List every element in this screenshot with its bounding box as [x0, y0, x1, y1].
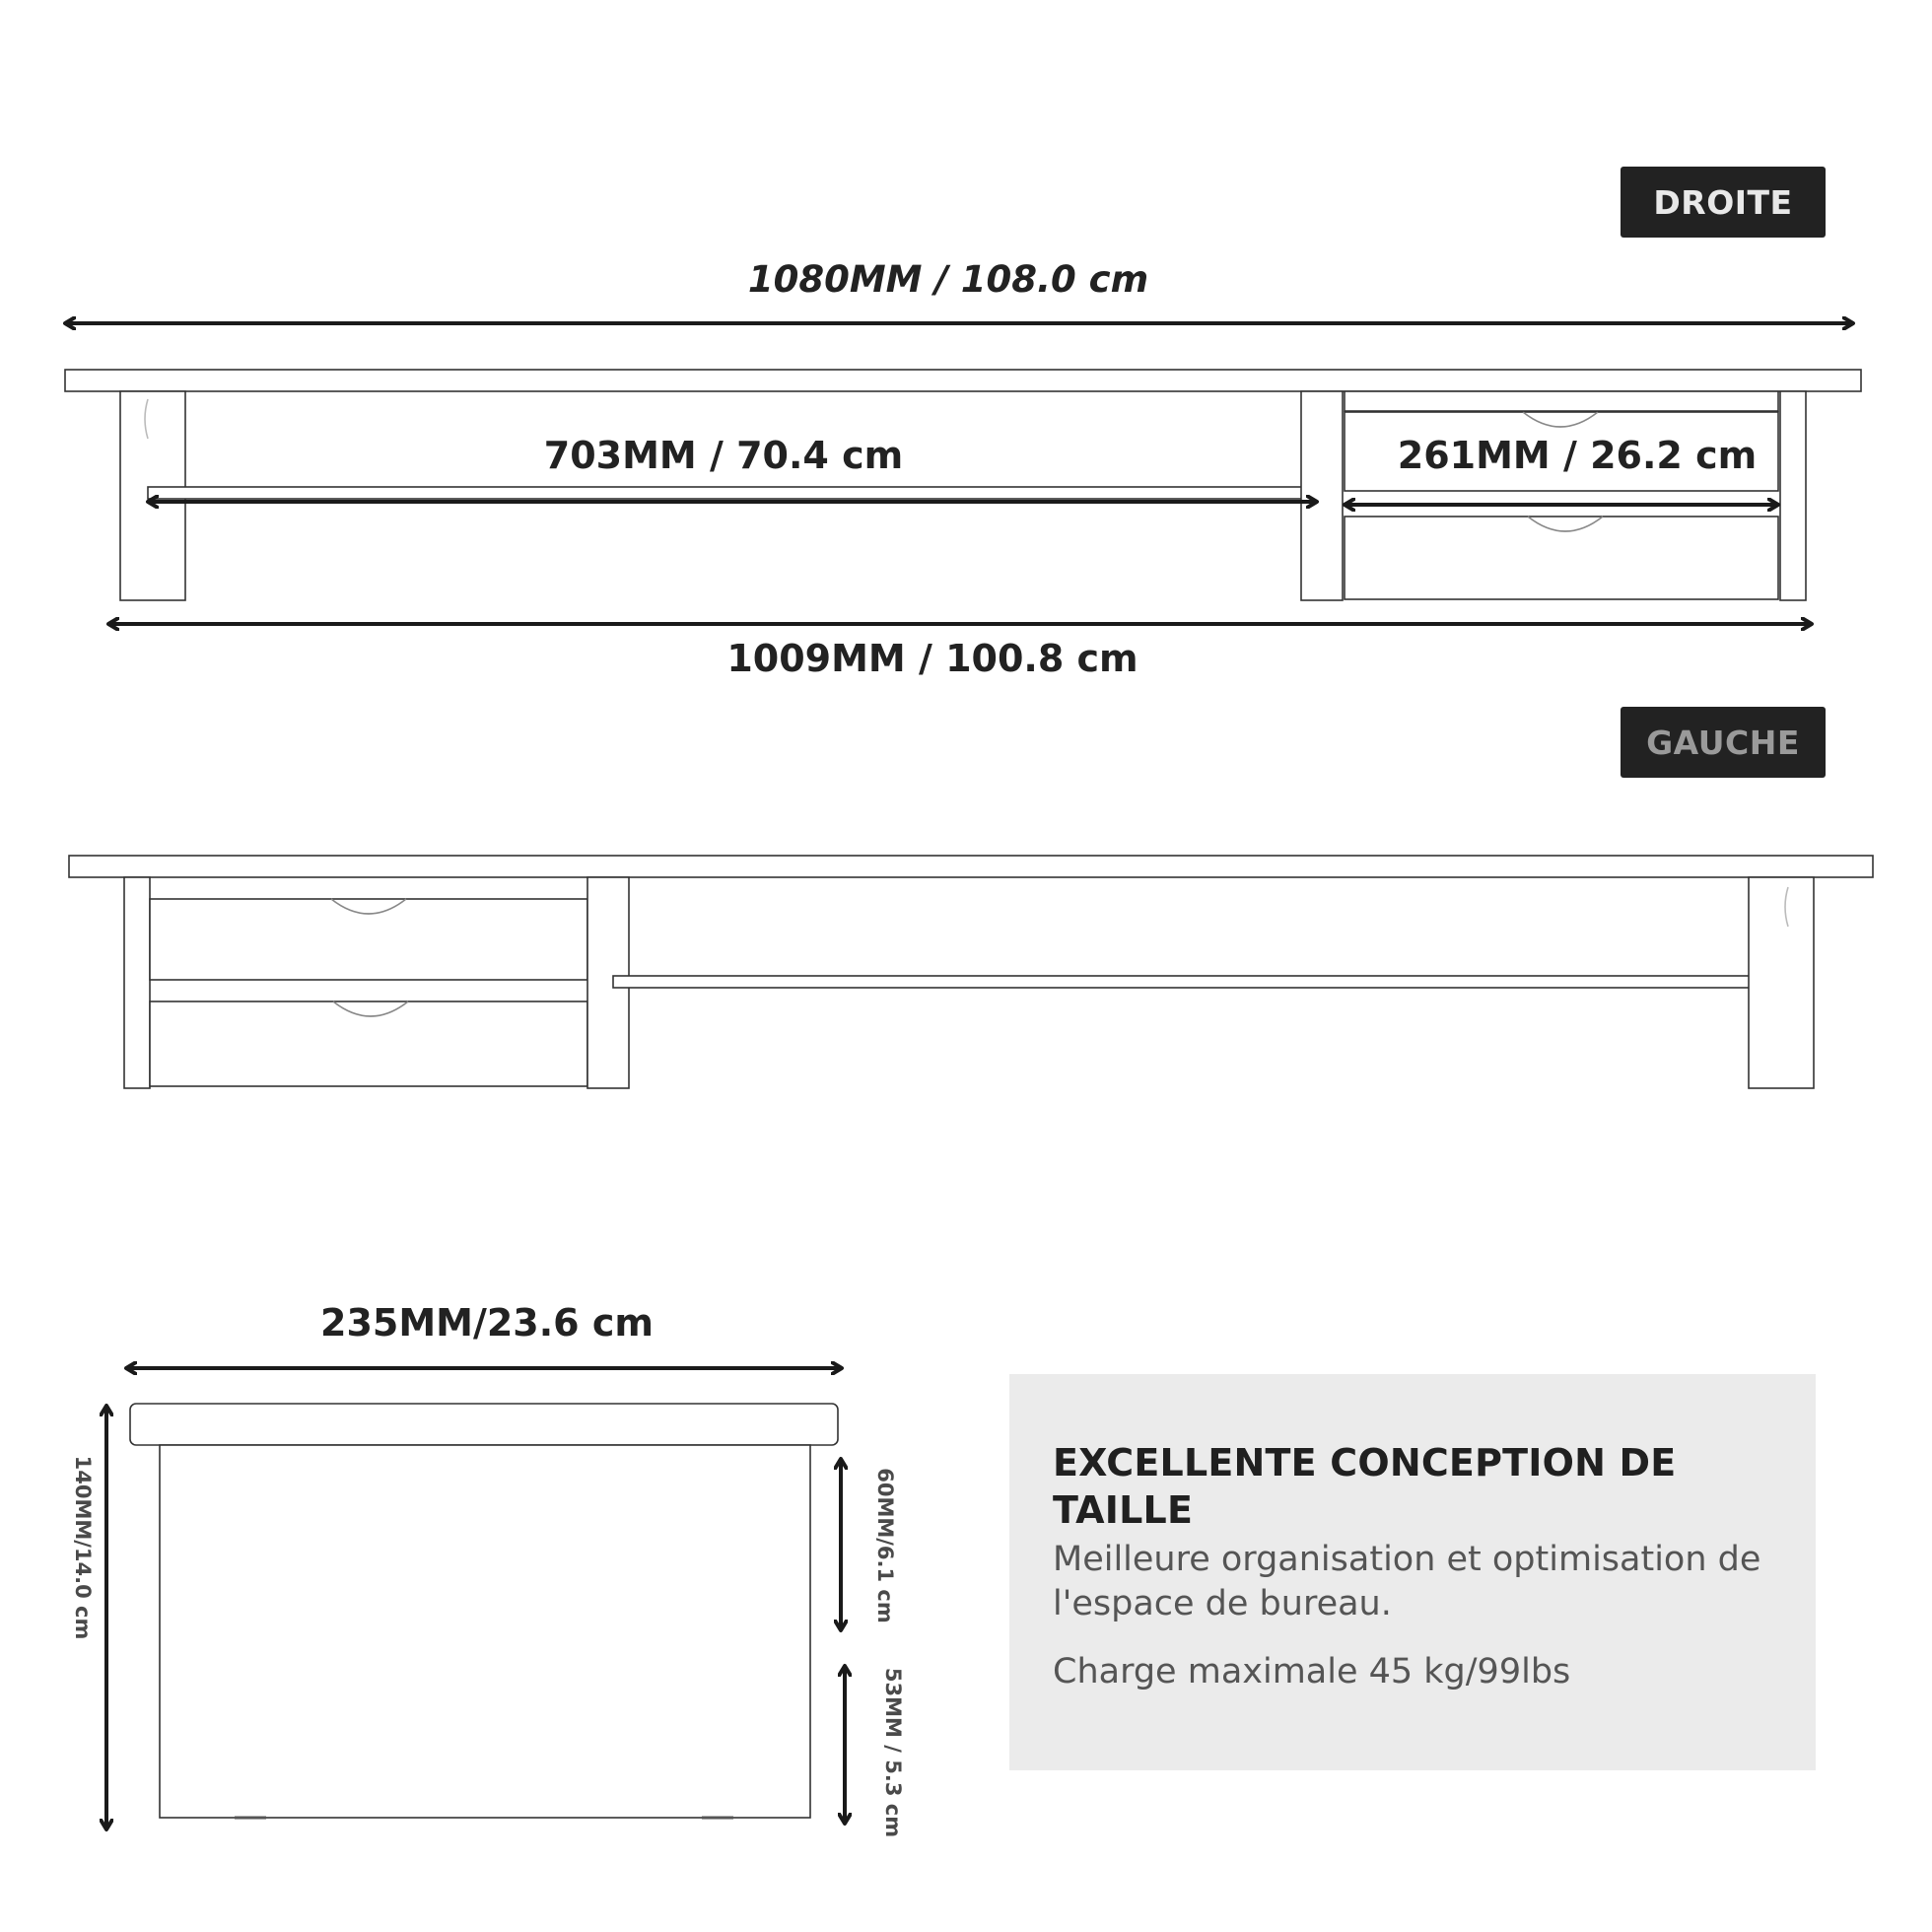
- lower-clearance-label: 53MM / 5.3 cm: [881, 1667, 905, 1838]
- badge-droite-label: DROITE: [1653, 182, 1793, 222]
- side-top-board: [130, 1404, 838, 1445]
- total-length-label: 1080MM / 108.0 cm: [747, 258, 1149, 301]
- upper-drawer: [150, 899, 587, 980]
- side-view-drawing: [106, 1368, 845, 1829]
- lower-drawer: [1345, 517, 1778, 599]
- middle-leg: [1301, 391, 1343, 600]
- top-board: [65, 370, 1861, 391]
- top-board: [69, 856, 1873, 877]
- open-shelf-length-label: 703MM / 70.4 cm: [543, 434, 904, 477]
- total-height-label: 140MM/14.0 cm: [71, 1455, 95, 1640]
- badge-gauche-label: GAUCHE: [1646, 723, 1800, 762]
- info-box: [1009, 1374, 1816, 1770]
- side-body: [160, 1445, 810, 1818]
- drawer-width-label: 261MM / 26.2 cm: [1397, 434, 1758, 477]
- right-leg: [1749, 877, 1814, 1088]
- base-length-label: 1009MM / 100.8 cm: [726, 637, 1138, 680]
- info-title: EXCELLENTE CONCEPTION DE TAILLE: [1053, 1441, 1677, 1532]
- info-max-load: Charge maximale 45 kg/99lbs: [1053, 1652, 1571, 1691]
- info-description: Meilleure organisation et optimisation de l'espace de bureau.: [1053, 1540, 1761, 1623]
- drawer-slot-top: [1345, 391, 1778, 411]
- lower-drawer: [150, 1001, 587, 1086]
- lower-shelf: [613, 976, 1792, 988]
- left-view-drawing: [69, 856, 1873, 1088]
- right-leg: [1780, 391, 1806, 600]
- depth-label: 235MM/23.6 cm: [320, 1301, 654, 1345]
- upper-clearance-label: 60MM/6.1 cm: [873, 1468, 897, 1623]
- left-leg: [124, 877, 150, 1088]
- lower-shelf: [148, 487, 1307, 499]
